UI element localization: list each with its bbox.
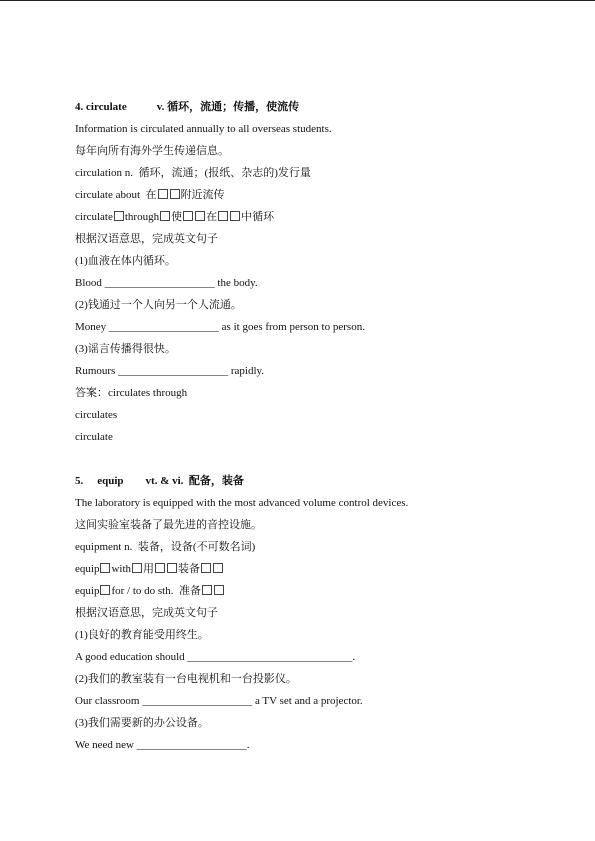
- blank-box: [230, 211, 240, 221]
- section5-heading: [75, 473, 545, 495]
- section5-example-cn: 这间实验室装备了最先进的音控设施。: [75, 519, 262, 531]
- section5-instruction: 根据汉语意思，完成英文句子: [75, 607, 218, 619]
- blank-box: [201, 563, 211, 573]
- section5-example-en: The laboratory is equipped with the most advanced volume control devices.: [75, 497, 409, 509]
- phrase-text: 在: [206, 211, 218, 223]
- section4-heading: [75, 99, 545, 121]
- blank-box: [167, 563, 177, 573]
- blank-box: [183, 211, 193, 221]
- phrase-text: equip: [75, 585, 100, 597]
- section4-q2-en: Money ____________________ as it goes from person to person.: [75, 321, 365, 333]
- phrase-text: 附近流传: [180, 189, 225, 201]
- section5-q1-en: A good education should ______________________________.: [75, 651, 356, 663]
- section4-phrase1: [75, 187, 545, 209]
- phrase-text: through: [124, 211, 160, 223]
- section4-q3-en: Rumours ____________________ rapidly.: [75, 365, 265, 377]
- section4-q2-cn: (2)钱通过一个人向另一个人流通。: [75, 299, 242, 311]
- blank-box: [132, 563, 142, 573]
- blank-box: [170, 189, 180, 199]
- phrase-text: circulate about 在: [75, 189, 157, 201]
- section4-heading-word: 4. circulate: [75, 101, 127, 113]
- section4-q1-en: Blood ____________________ the body.: [75, 277, 258, 289]
- section5-q1-cn: (1)良好的教育能受用终生。: [75, 629, 209, 641]
- section5-heading-pos: vt. & vi. 配备，装备: [145, 475, 244, 487]
- section4-example-en: Information is circulated annually to all overseas students.: [75, 123, 332, 135]
- section4-answer-2: circulates: [75, 409, 118, 421]
- blank-box: [114, 211, 124, 221]
- section5-q3-en: We need new ____________________.: [75, 739, 250, 751]
- section4-heading-pos: v. 循环，流通；传播，使流传: [156, 101, 300, 113]
- phrase-text: 使: [171, 211, 183, 223]
- blank-box: [160, 211, 170, 221]
- section4-instruction: 根据汉语意思，完成英文句子: [75, 233, 218, 245]
- phrase-text: circulate: [75, 211, 113, 223]
- section5-heading-word: equip: [97, 475, 124, 487]
- phrase-text: 用: [143, 563, 155, 575]
- section5-phrase2: [75, 583, 545, 605]
- section4-phrase2: [75, 209, 545, 231]
- phrase-text: 装备: [178, 563, 201, 575]
- section-spacer: [75, 451, 545, 473]
- blank-box: [100, 563, 110, 573]
- document-body: [75, 99, 545, 759]
- section4-noun-form: circulation n. 循环，流通；(报纸、杂志的)发行量: [75, 167, 311, 179]
- blank-box: [155, 563, 165, 573]
- blank-box: [202, 585, 212, 595]
- section4-answer-1: 答案：circulates through: [75, 387, 188, 399]
- blank-box: [195, 211, 205, 221]
- blank-box: [100, 585, 110, 595]
- section5-q2-en: Our classroom ____________________ a TV set and a projector.: [75, 695, 363, 707]
- phrase-text: equip: [75, 563, 100, 575]
- section4-q3-cn: (3)谣言传播得很快。: [75, 343, 176, 355]
- phrase-text: with: [111, 563, 132, 575]
- blank-box: [213, 563, 223, 573]
- top-border-line: [0, 0, 595, 1]
- section4-q1-cn: (1)血液在体内循环。: [75, 255, 176, 267]
- section5-q3-cn: (3)我们需要新的办公设备。: [75, 717, 209, 729]
- blank-box: [218, 211, 228, 221]
- section4-answer-3: circulate: [75, 431, 113, 443]
- blank-box: [158, 189, 168, 199]
- phrase-text: for / to do sth. 准备: [111, 585, 201, 597]
- blank-box: [214, 585, 224, 595]
- section5-noun-form: equipment n. 装备，设备(不可数名词): [75, 541, 256, 553]
- section5-heading-number: 5.: [75, 475, 84, 487]
- section5-phrase1: [75, 561, 545, 583]
- section4-example-cn: 每年向所有海外学生传递信息。: [75, 145, 229, 157]
- section5-q2-cn: (2)我们的教室装有一台电视机和一台投影仪。: [75, 673, 297, 685]
- phrase-text: 中循环: [241, 211, 275, 223]
